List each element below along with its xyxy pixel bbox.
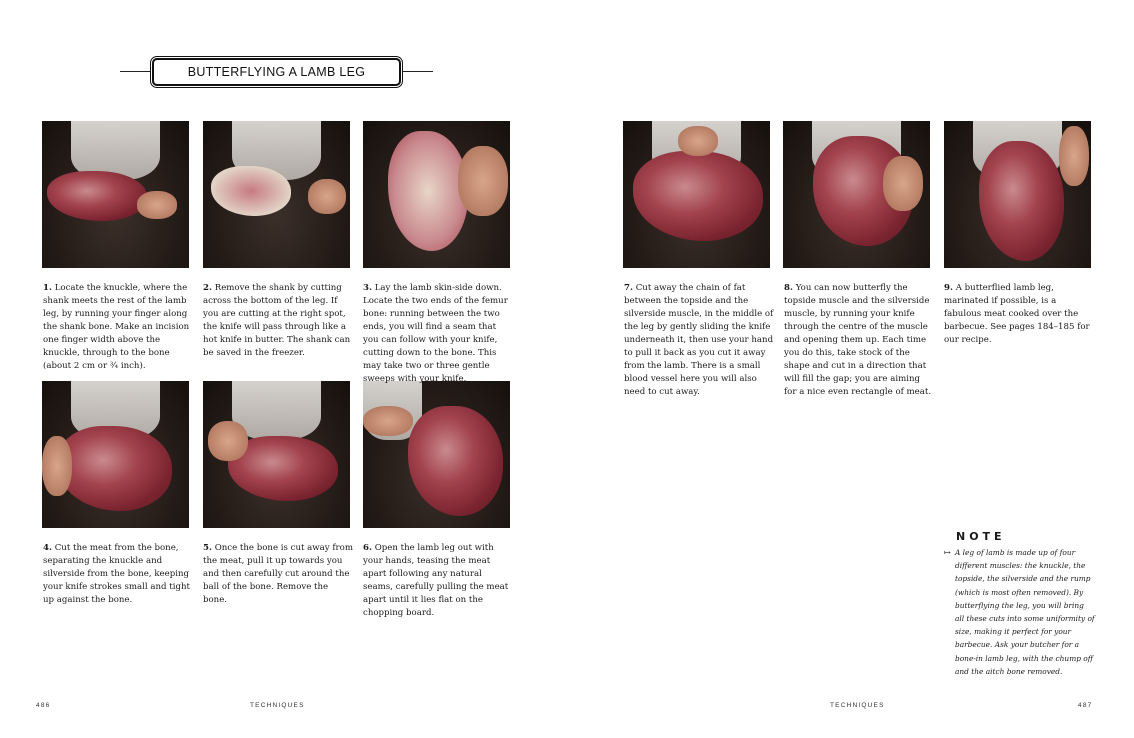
page-title-text: BUTTERFLYING A LAMB LEG <box>187 65 366 79</box>
step-8-text: 8. You can now butterfly the topside muscle and the silverside muscle, by running your knife through the centre of the muscle and opening them up. Each time you do this, take stock of the shape and cut in a direction that will fill the gap; you are aiming for a nice even rectangle of meat. <box>784 283 932 397</box>
arrow-icon: ↦ <box>944 548 951 557</box>
step-6-text: 6. Open the lamb leg out with your hands, teasing the meat apart following any natural seams, carefully pulling the meat apart until it lies flat on the chopping board. <box>363 543 509 618</box>
page-number-right: 487 <box>1078 702 1093 709</box>
step-photo-6 <box>363 381 510 528</box>
step-photo-3 <box>363 121 510 268</box>
note-title: NOTE <box>956 530 1006 543</box>
step-photo-1 <box>42 121 189 268</box>
step-photo-5 <box>203 381 350 528</box>
step-photo-7 <box>623 121 770 268</box>
step-5-text: 5. Once the bone is cut away from the meat, pull it up towards you and then carefully cut around the ball of the bone. Remove the bone. <box>203 543 353 605</box>
step-2-text: 2. Remove the shank by cutting across the bottom of the leg. If you are cutting at the right spot, the knife will pass through like a hot knife in butter. The shank can be saved in the freezer. <box>203 283 351 358</box>
step-9-text: 9. A butterflied lamb leg, marinated if possible, is a fabulous meat cooked over the barbecue. See pages 184–185 for our recipe. <box>944 283 1090 345</box>
step-photo-4 <box>42 381 189 528</box>
step-1-text: 1. Locate the knuckle, where the shank meets the rest of the lamb leg, by running your finger along the shank bone. Make an incision one finger width above the knuckle, through to the bone (about 2 cm or ¾ inch). <box>43 283 190 371</box>
step-photo-9 <box>944 121 1091 268</box>
step-7-text: 7. Cut away the chain of fat between the topside and the silverside muscle, in the middle of the leg by gently sliding the knife underneath it, then use your hand to pull it back as you cut it away from the lamb. There is a small blood vessel here you will also need to cut away. <box>624 283 774 397</box>
page-number-left: 486 <box>36 702 51 709</box>
step-photo-2 <box>203 121 350 268</box>
section-label-right: TECHNIQUES <box>830 702 885 709</box>
section-label-left: TECHNIQUES <box>250 702 305 709</box>
step-photo-8 <box>783 121 930 268</box>
step-4-text: 4. Cut the meat from the bone, separating the knuckle and silverside from the bone, keeping your knife strokes small and tight up against the bone. <box>43 543 190 605</box>
step-3-text: 3. Lay the lamb skin-side down. Locate the two ends of the femur bone: running between the two ends, you will find a seam that you can follow with your knife, cutting down to the bone. This may take two or three gentle sweeps with your knife. <box>363 283 508 384</box>
title-rule-left <box>120 71 152 72</box>
page-title <box>152 58 401 86</box>
title-rule-right <box>401 71 433 72</box>
note-text: A leg of lamb is made up of four different muscles: the knuckle, the topside, the silverside and the rump (which is most often removed). By butterflying the leg, you will bring all these cuts into some uniformity of size, making it perfect for your barbecue. Ask your butcher for a bone-in lamb leg, with the chump off and the aitch bone removed. <box>955 548 1095 676</box>
